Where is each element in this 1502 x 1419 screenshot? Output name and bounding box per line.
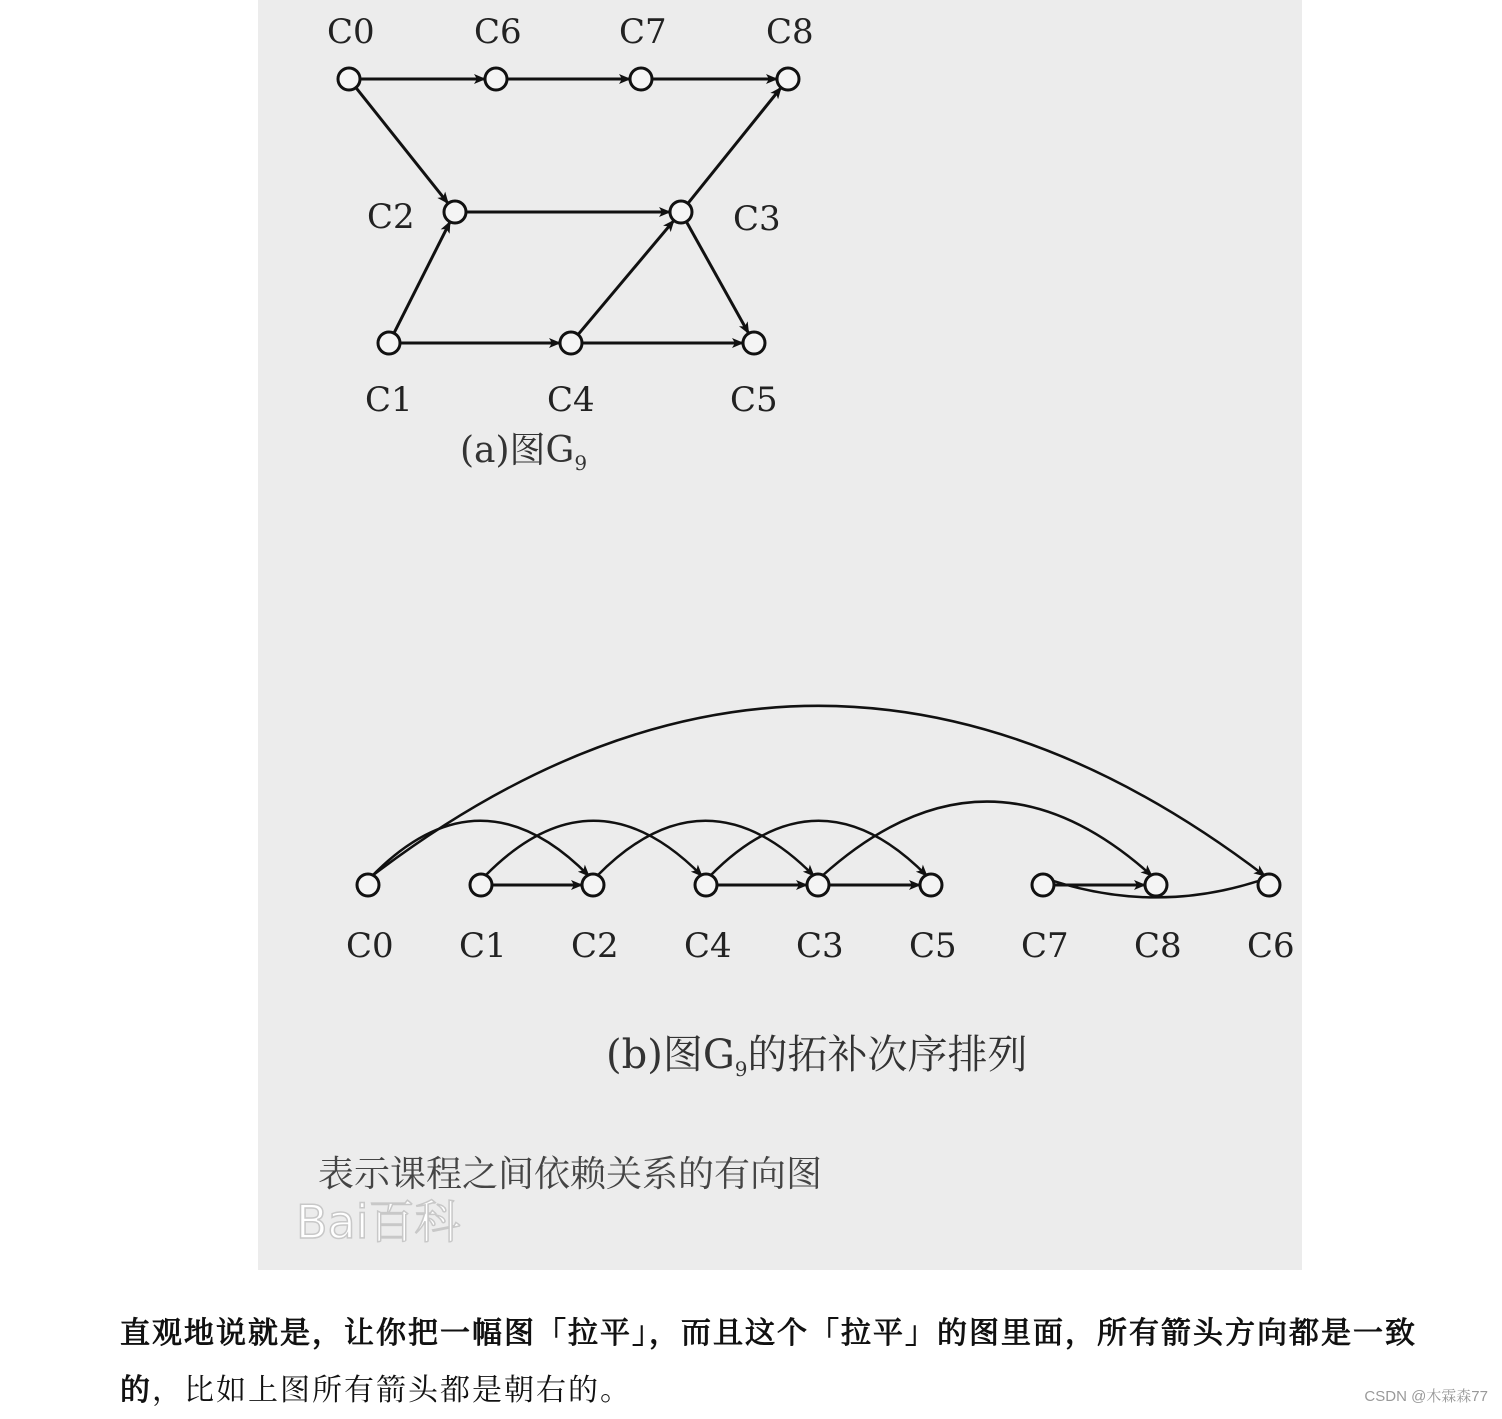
order-node-label-c4: C4 [684,926,732,966]
order-node-label-c3: C3 [796,926,844,966]
body-bold-text: 直观地说就是，让你把一幅图「拉平」，而且这个「拉平」的图里面，所有箭头方向都是一致的 [120,1316,1417,1408]
order-node-label-c7: C7 [1021,926,1069,966]
order-node-c0 [357,874,379,896]
order-node-label-c0: C0 [346,926,394,966]
edge-b-c2-c3 [597,821,814,876]
csdn-author-tag: CSDN @木霖森77 [1364,1388,1488,1405]
order-node-c3 [807,874,829,896]
order-node-c8 [1145,874,1167,896]
node-c6 [485,68,507,90]
node-c0 [338,68,360,90]
order-node-c5 [920,874,942,896]
order-node-c1 [470,874,492,896]
body-normal-text: ，比如上图所有箭头都是朝右的。 [152,1373,632,1408]
figure-description: 表示课程之间依赖关系的有向图 [318,1154,823,1195]
node-label-c3: C3 [733,199,781,239]
node-label-c1: C1 [365,380,413,420]
graph-a [327,12,814,420]
edge-b-c0-c2 [372,821,589,876]
graph-a-caption: (a)图$G_9$ [460,430,588,475]
order-node-label-c1: C1 [459,926,507,966]
node-label-c6: C6 [474,12,522,52]
node-c7 [630,68,652,90]
order-node-label-c5: C5 [909,926,957,966]
node-c5 [743,332,765,354]
order-node-c6 [1258,874,1280,896]
node-label-c0: C0 [327,12,375,52]
node-label-c5: C5 [730,380,778,420]
order-node-label-c8: C8 [1134,926,1182,966]
baidu-watermark: Bai百科 [296,1195,461,1249]
edge-c1-c2 [394,222,450,333]
graph-b [346,706,1295,966]
node-label-c8: C8 [766,12,814,52]
edge-b-c0-c6 [372,706,1265,876]
node-c1 [378,332,400,354]
edge-c0-c2 [356,88,448,204]
order-node-c4 [695,874,717,896]
node-c4 [560,332,582,354]
node-c2 [444,201,466,223]
body-paragraph [120,1305,1420,1419]
edge-c3-c8 [688,88,781,204]
edge-c4-c3 [578,220,674,334]
edge-b-c4-c5 [710,821,927,876]
order-node-c2 [582,874,604,896]
node-c3 [670,201,692,223]
node-c8 [777,68,799,90]
order-node-label-c6: C6 [1247,926,1295,966]
order-node-label-c2: C2 [571,926,619,966]
graph-b-caption: (b)图$G_9$的拓补次序排列 [606,1032,1028,1081]
node-label-c4: C4 [547,380,595,420]
node-label-c7: C7 [619,12,667,52]
order-node-c7 [1032,874,1054,896]
node-label-c2: C2 [367,197,415,237]
edge-b-c1-c4 [485,821,702,876]
edge-b-c3-c8 [822,802,1152,876]
